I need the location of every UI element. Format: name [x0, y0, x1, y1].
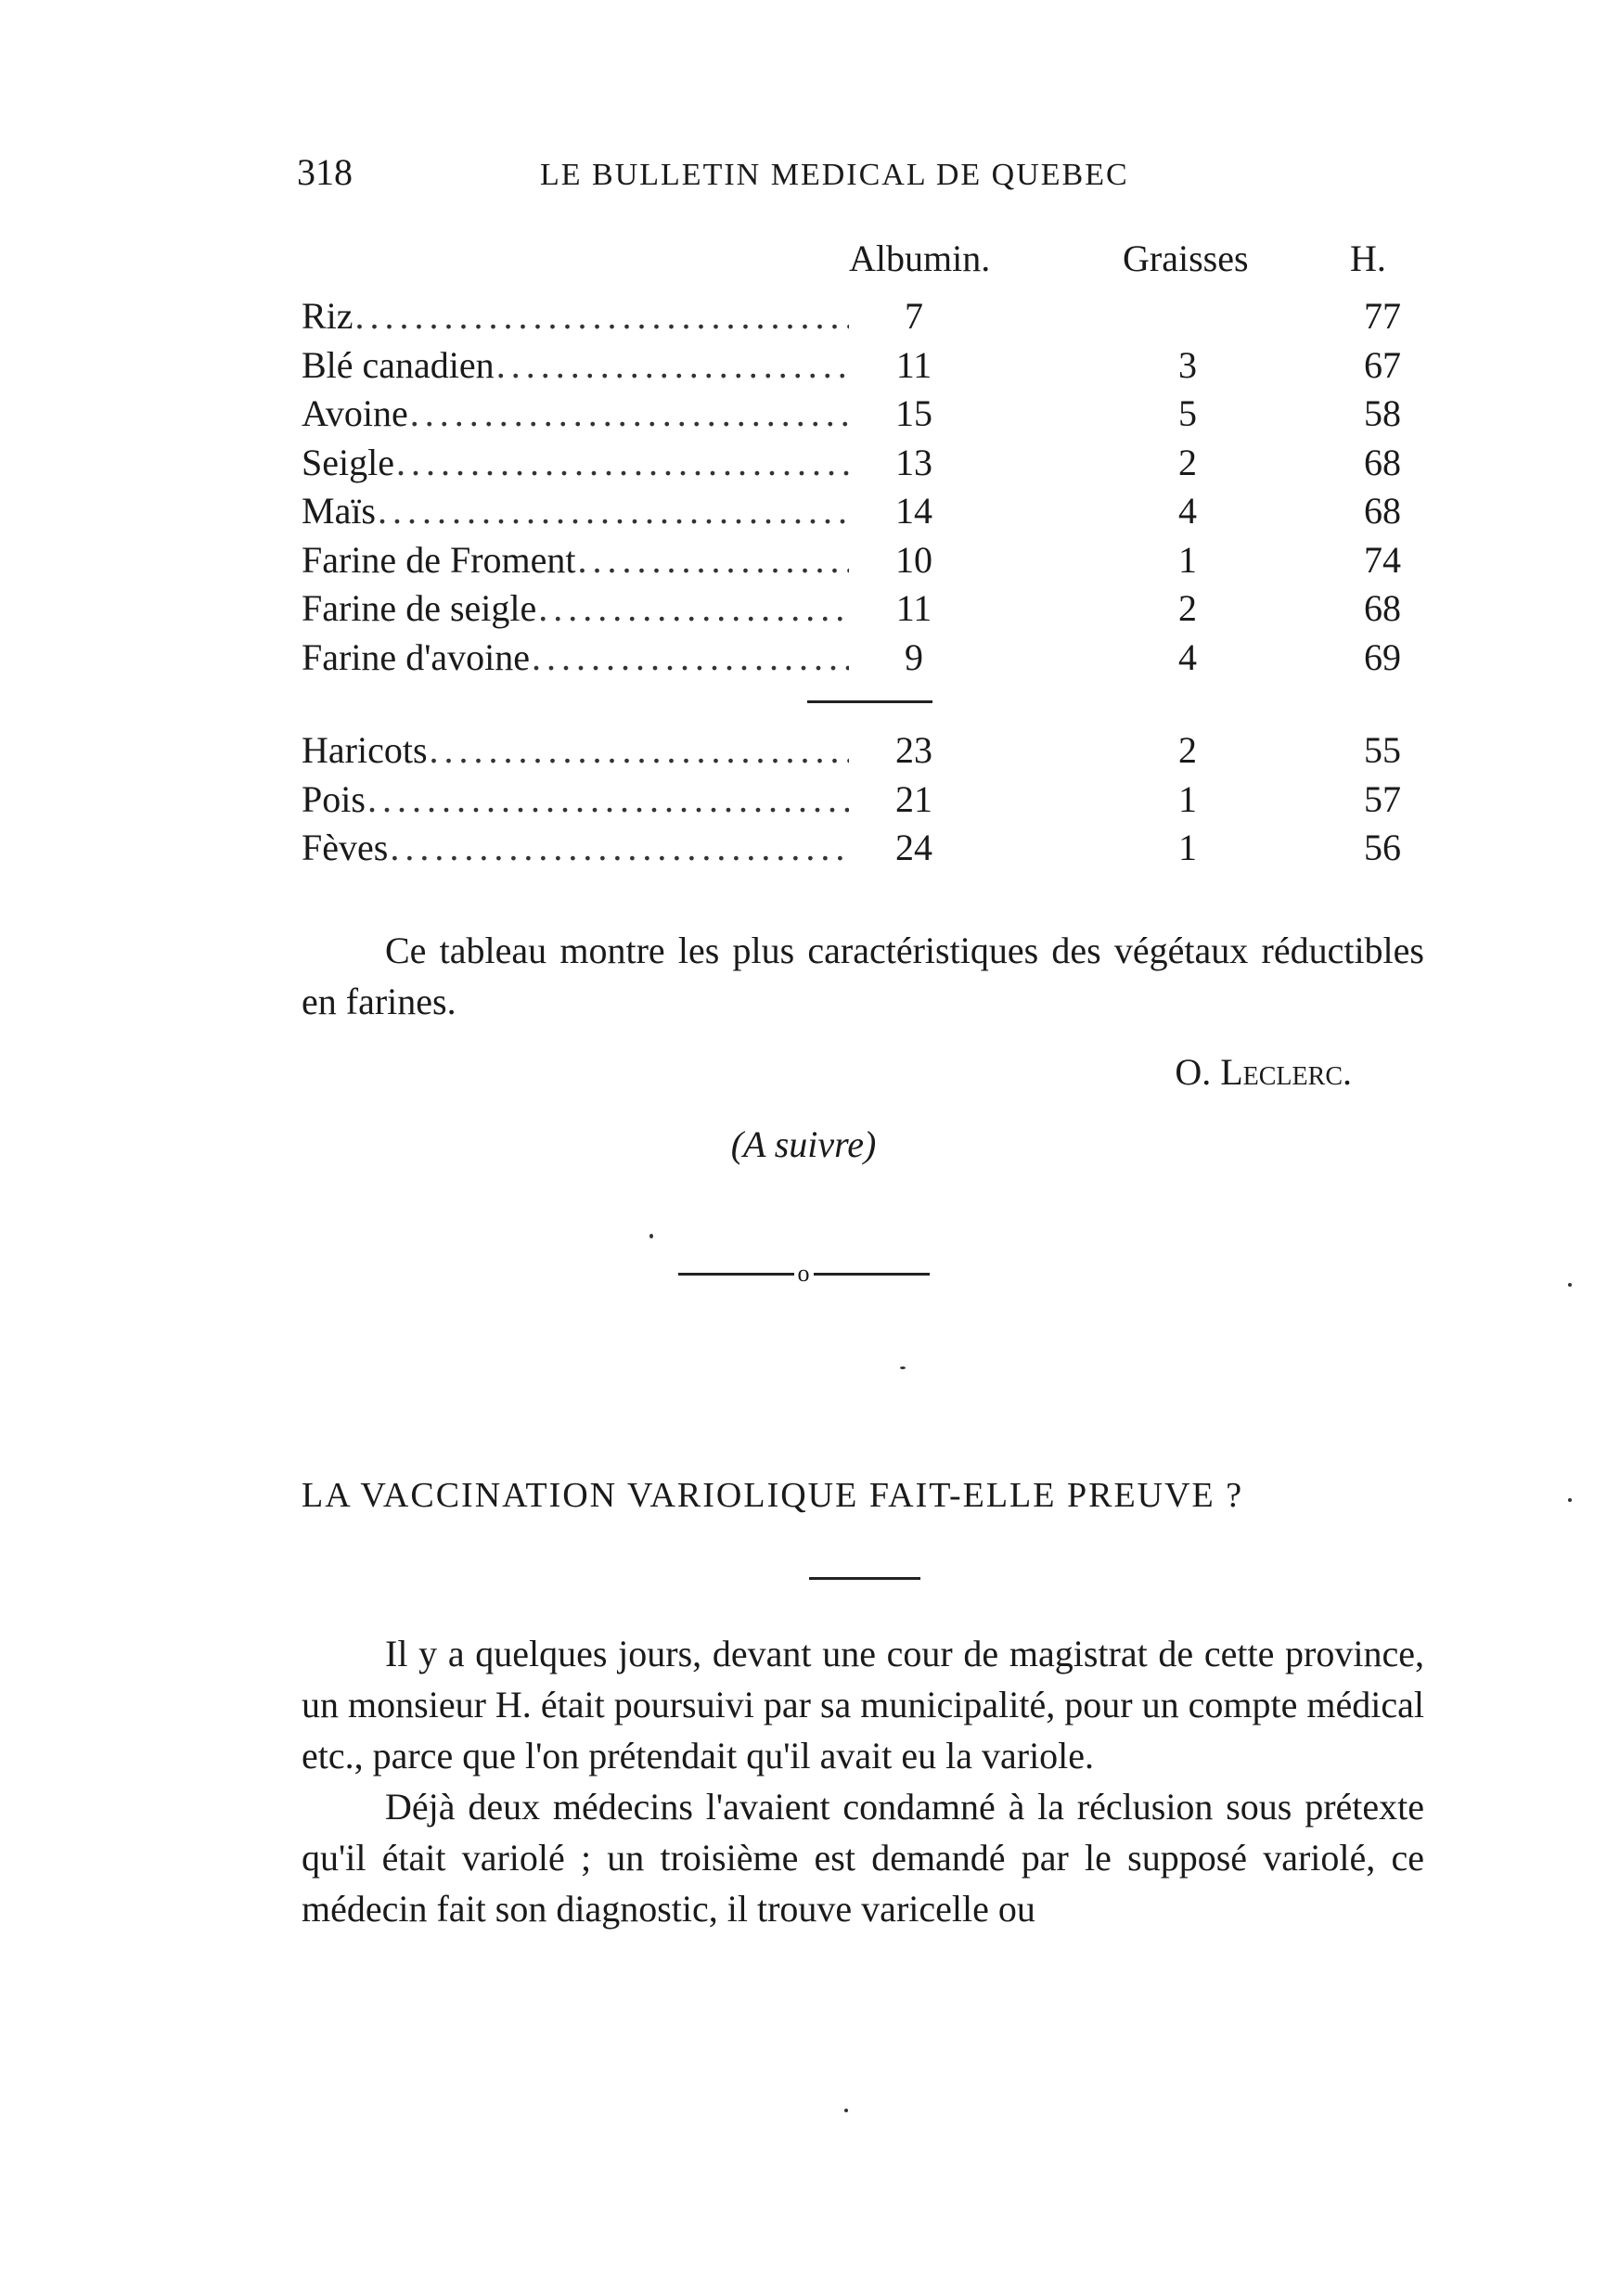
- table-row: [302, 728, 1424, 777]
- table-row: [302, 391, 1424, 441]
- h-value: 56: [1364, 827, 1401, 868]
- author-initial: O.: [1175, 1051, 1212, 1093]
- leader-dots: [367, 777, 849, 821]
- table-row: [302, 441, 1424, 490]
- leader-dots: [355, 294, 849, 338]
- albumin-value: 21: [895, 777, 932, 820]
- leader-dots: [378, 489, 849, 532]
- food-label: Maïs: [302, 490, 376, 532]
- food-label: Avoine: [302, 392, 408, 434]
- conclusion-paragraph: [302, 925, 1424, 1027]
- h-value: 58: [1364, 392, 1401, 434]
- section-ornament: [0, 1262, 1607, 1286]
- food-name: [302, 391, 849, 435]
- food-label: Farine d'avoine: [302, 635, 531, 678]
- h-value: 69: [1364, 635, 1401, 678]
- column-header-h: H.: [1350, 237, 1386, 279]
- food-name: [302, 826, 849, 869]
- article-title: LA VACCINATION VARIOLIQUE FAIT-ELLE PREUVE ?: [302, 1476, 1244, 1515]
- food-name: [302, 489, 849, 532]
- print-speck: [900, 1366, 906, 1369]
- albumin-value: 24: [895, 827, 932, 868]
- food-name: [302, 728, 849, 772]
- ornament-line-right: [814, 1273, 930, 1276]
- h-value: 68: [1364, 587, 1401, 629]
- food-name: [302, 441, 849, 484]
- print-speck: [844, 2109, 848, 2112]
- albumin-value: 10: [895, 538, 932, 581]
- h-value: 77: [1364, 295, 1401, 337]
- table-row: [302, 635, 1424, 685]
- author-name: Leclerc.: [1220, 1051, 1352, 1093]
- leader-dots: [496, 343, 849, 387]
- leader-dots: [410, 391, 849, 435]
- print-speck: [649, 1234, 653, 1238]
- print-speck: [1568, 1283, 1572, 1287]
- to-follow-text: (A suivre): [730, 1123, 877, 1165]
- table-row: [302, 826, 1424, 875]
- table-group-cereals: [302, 294, 1424, 684]
- albumin-value: 7: [905, 295, 923, 337]
- table-row: [302, 343, 1424, 392]
- article-paragraph-2: Déjà deux médecins l'avaient condamné à la réclusion sous prétexte qu'il était variolé ; un troisième est demandé par le supposé variolé, ce médecin fait son diagnostic, il trouve varicelle ou: [302, 1786, 1424, 1930]
- page-number: 318: [297, 151, 353, 193]
- graisses-value: 2: [1178, 587, 1197, 629]
- conclusion-text: Ce tableau montre les plus caractéristiques des végétaux réductibles en farines.: [302, 930, 1424, 1022]
- running-title: LE BULLETIN MEDICAL DE QUEBEC: [540, 158, 1129, 192]
- food-label: Blé canadien: [302, 343, 495, 386]
- table-row: [302, 538, 1424, 587]
- graisses-value: 1: [1178, 538, 1197, 581]
- print-speck: [1568, 1498, 1572, 1502]
- albumin-value: 23: [895, 729, 932, 771]
- graisses-value: 1: [1178, 777, 1197, 820]
- article-paragraph-1: Il y a quelques jours, devant une cour de magistrat de cette province, un monsieur H. était poursuivi par sa municipalité, pour un compte médical etc., parce que l'on prétendait qu'il avait eu la variole.: [302, 1633, 1424, 1777]
- food-label: Fèves: [302, 827, 389, 868]
- h-value: 57: [1364, 777, 1401, 820]
- author-signature: [1175, 1050, 1352, 1094]
- leader-dots: [396, 441, 849, 484]
- column-header-albumin: Albumin.: [849, 237, 991, 279]
- title-rule: [809, 1577, 920, 1580]
- nutrition-table: [302, 237, 1424, 875]
- albumin-value: 11: [895, 343, 932, 386]
- graisses-value: 4: [1178, 490, 1197, 532]
- albumin-value: 13: [895, 441, 932, 483]
- food-label: Haricots: [302, 729, 428, 771]
- albumin-value: 11: [895, 587, 932, 629]
- table-row: [302, 489, 1424, 538]
- leader-dots: [532, 635, 849, 679]
- food-name: [302, 635, 849, 679]
- graisses-value: 3: [1178, 343, 1197, 386]
- food-label: Riz: [302, 295, 354, 337]
- graisses-value: 5: [1178, 392, 1197, 434]
- leader-dots: [578, 538, 850, 582]
- food-name: [302, 294, 849, 338]
- h-value: 68: [1364, 441, 1401, 483]
- article-body: [302, 1628, 1424, 1934]
- food-name: [302, 586, 849, 630]
- table-row: [302, 777, 1424, 827]
- food-name: [302, 538, 849, 582]
- ornament-circle: o: [797, 1260, 810, 1287]
- table-header: [302, 237, 1424, 294]
- food-name: [302, 343, 849, 387]
- albumin-value: 15: [895, 392, 932, 434]
- to-follow-note: [0, 1122, 1607, 1166]
- table-row: [302, 586, 1424, 635]
- food-label: Farine de Froment: [302, 538, 576, 581]
- graisses-value: 2: [1178, 729, 1197, 771]
- table-group-legumes: [302, 728, 1424, 875]
- leader-dots: [430, 728, 849, 772]
- albumin-value: 9: [905, 635, 923, 678]
- h-value: 55: [1364, 729, 1401, 771]
- graisses-value: 1: [1178, 827, 1197, 868]
- food-label: Farine de seigle: [302, 587, 537, 629]
- albumin-value: 14: [895, 490, 932, 532]
- h-value: 74: [1364, 538, 1401, 581]
- table-row: [302, 294, 1424, 343]
- leader-dots: [390, 826, 849, 869]
- leader-dots: [538, 586, 849, 630]
- food-name: [302, 777, 849, 821]
- ornament-line-left: [678, 1273, 794, 1276]
- column-header-graisses: Graisses: [1123, 237, 1249, 279]
- h-value: 68: [1364, 490, 1401, 532]
- h-value: 67: [1364, 343, 1401, 386]
- graisses-value: 2: [1178, 441, 1197, 483]
- table-separator-rule: [302, 684, 1424, 728]
- graisses-value: 4: [1178, 635, 1197, 678]
- food-label: Seigle: [302, 441, 394, 483]
- food-label: Pois: [302, 777, 366, 820]
